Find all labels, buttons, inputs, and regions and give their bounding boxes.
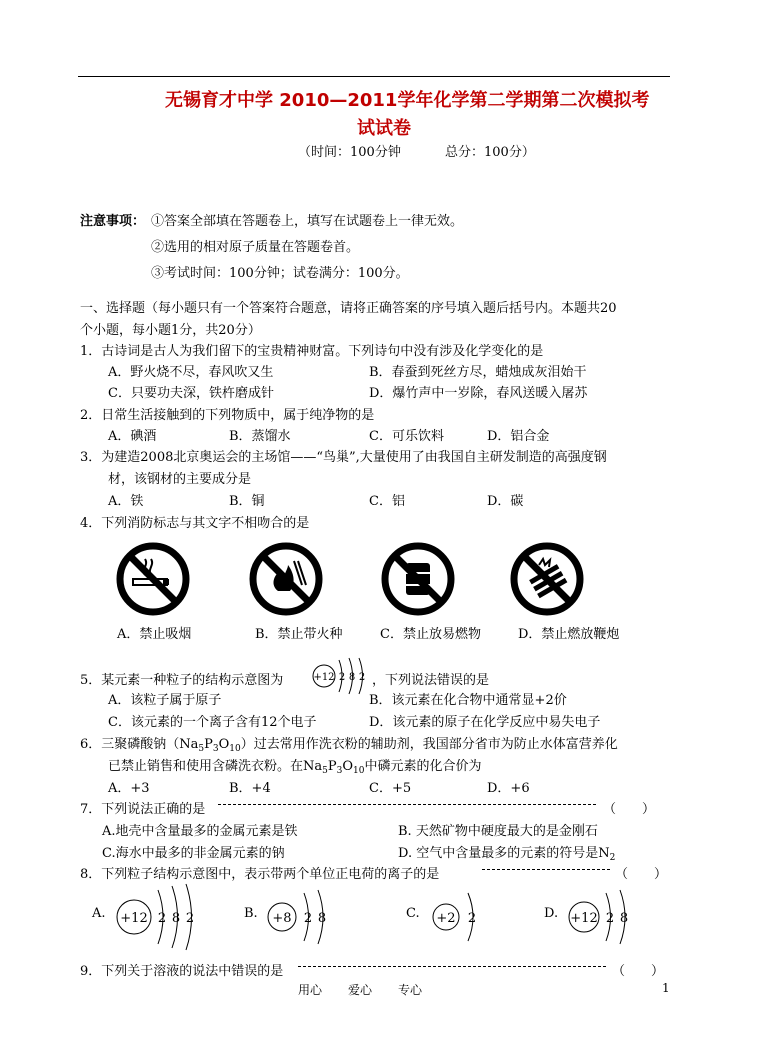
q1-option-c: C．只要功夫深，铁杵磨成针 bbox=[108, 386, 274, 401]
page-number: 1 bbox=[662, 981, 670, 995]
q3-option-b: B．铜 bbox=[229, 494, 265, 509]
no-flammables-sign-icon bbox=[380, 541, 456, 617]
q3-option-a: A．铁 bbox=[108, 494, 144, 509]
q5-option-b: B．该元素在化合物中通常显+2价 bbox=[369, 693, 567, 708]
notes-label: 注意事项： bbox=[80, 214, 146, 229]
q5-option-d: D．该元素的原子在化学反应中易失电子 bbox=[369, 715, 601, 730]
q5-nucleus: +12 bbox=[313, 672, 335, 683]
q6-stem-line1: 6．三聚磷酸钠$(Na_5P_3O_{10})$过去常用作洗衣粉的辅助剂，我国部分省市为防止水体富营养化 bbox=[80, 737, 618, 754]
q4-option-d: D．禁止燃放鞭炮 bbox=[518, 627, 620, 642]
no-fire-source-sign-icon bbox=[248, 541, 324, 617]
q6-option-c: C．+5 bbox=[369, 781, 412, 796]
q2-option-a: A．碘酒 bbox=[108, 429, 157, 444]
q5-shell-2: 8 bbox=[348, 672, 356, 683]
no-firecrackers-sign-icon bbox=[509, 541, 585, 617]
q5-stem-post: ，下列说法错误的是 bbox=[372, 673, 490, 688]
notes-item-3: ③考试时间：100分钟；试卷满分：100分。 bbox=[151, 266, 409, 281]
q8-d-shell-2: 8 bbox=[619, 911, 629, 926]
q7-option-a: A.地壳中含量最多的金属元素是铁 bbox=[102, 824, 298, 839]
q8-leader-line bbox=[482, 863, 610, 878]
section1-heading-line1: 一、选择题（每小题只有一个答案符合题意，请将正确答案的序号填入题后括号内。本题共20 bbox=[80, 301, 617, 316]
q8-option-b-label: B. bbox=[244, 906, 258, 921]
exam-title-line2: 试试卷 bbox=[357, 118, 411, 139]
q8-option-d-label: D. bbox=[544, 906, 559, 921]
q4-option-c: C．禁止放易燃物 bbox=[380, 627, 481, 642]
q2-option-d: D．铝合金 bbox=[487, 429, 550, 444]
q5-option-c: C．该元素的一个离子含有12个电子 bbox=[108, 715, 317, 730]
q8-option-b-diagram bbox=[262, 887, 334, 947]
q3-stem-line1: 3．为建造2008北京奥运会的主场馆——“鸟巢”,大量使用了由我国自主研发制造的高强度钢 bbox=[80, 450, 607, 465]
q6-option-d: D．+6 bbox=[487, 781, 530, 796]
q9-leader-line bbox=[298, 960, 606, 975]
notes-item-1: ①答案全部填在答题卷上，填写在试题卷上一律无效。 bbox=[151, 214, 464, 229]
q7-option-c: C.海水中最多的非金属元素的钠 bbox=[102, 846, 285, 861]
q8-c-nucleus: +2 bbox=[436, 911, 456, 926]
q8-d-shell-1: 2 bbox=[605, 911, 615, 926]
q3-stem-line2: 材，该钢材的主要成分是 bbox=[108, 472, 252, 487]
q8-option-d-diagram bbox=[564, 887, 640, 947]
q8-d-nucleus: +12 bbox=[570, 911, 598, 926]
q2-stem: 2．日常生活接触到的下列物质中，属于纯净物的是 bbox=[80, 408, 375, 423]
exam-total-score: 总分：100分） bbox=[445, 145, 535, 160]
q9-answer-bracket: （ ） bbox=[612, 964, 665, 979]
notes-item-2: ②选用的相对原子质量在答题卷首。 bbox=[151, 240, 360, 255]
q8-b-nucleus: +8 bbox=[272, 911, 292, 926]
q5-stem-pre: 5．某元素一种粒子的结构示意图为 bbox=[80, 673, 284, 688]
q3-option-d: D．碳 bbox=[487, 494, 524, 509]
q7-option-b: B. 天然矿物中硬度最大的是金刚石 bbox=[398, 824, 598, 839]
q8-answer-bracket: （ ） bbox=[615, 867, 668, 882]
q1-option-a: A．野火烧不尽，春风吹又生 bbox=[108, 365, 274, 380]
footer-slogan-2: 爱心 bbox=[348, 983, 373, 997]
q3-option-c: C．铝 bbox=[369, 494, 405, 509]
q8-a-shell-3: 2 bbox=[185, 911, 195, 926]
q5-option-a: A．该粒子属于原子 bbox=[108, 693, 222, 708]
q1-option-b: B．春蚕到死丝方尽，蜡烛成灰泪始干 bbox=[369, 365, 587, 380]
exam-time: （时间：100分钟 bbox=[298, 145, 401, 160]
q7-option-d: D. 空气中含量最多的元素的符号是$N_2$ bbox=[398, 846, 616, 863]
q1-stem: 1．古诗词是古人为我们留下的宝贵精神财富。下列诗句中没有涉及化学变化的是 bbox=[80, 344, 544, 359]
q6-stem-line2: 已禁止销售和使用含磷洗衣粉。在$Na_5P_3O_{10}$中磷元素的化合价为 bbox=[108, 759, 482, 776]
q5-atom-diagram bbox=[311, 656, 373, 696]
q4-stem: 4．下列消防标志与其文字不相吻合的是 bbox=[80, 516, 310, 531]
q5-shell-3: 2 bbox=[358, 672, 366, 683]
q2-option-b: B．蒸馏水 bbox=[229, 429, 291, 444]
q8-stem: 8．下列粒子结构示意图中，表示带两个单位正电荷的离子的是 bbox=[80, 867, 440, 882]
q4-option-a: A．禁止吸烟 bbox=[117, 627, 192, 642]
q4-option-b: B．禁止带火种 bbox=[255, 627, 343, 642]
q5-shell-1: 2 bbox=[338, 672, 346, 683]
q9-stem: 9．下列关于溶液的说法中错误的是 bbox=[80, 964, 284, 979]
q6-option-a: A．+3 bbox=[108, 781, 150, 796]
q8-option-a-label: A. bbox=[92, 906, 106, 921]
q2-option-c: C．可乐饮料 bbox=[369, 429, 444, 444]
q8-a-nucleus: +12 bbox=[120, 911, 148, 926]
q6-option-b: B．+4 bbox=[229, 781, 271, 796]
section1-heading-line2: 个小题，每小题1分，共20分） bbox=[80, 323, 261, 338]
q8-a-shell-2: 8 bbox=[171, 911, 181, 926]
footer-slogan-3: 专心 bbox=[398, 983, 423, 997]
q7-answer-bracket: （ ） bbox=[603, 802, 656, 817]
header-rule bbox=[78, 76, 670, 77]
q1-option-d: D．爆竹声中一岁除，春风送暖入屠苏 bbox=[369, 386, 588, 401]
q8-c-shell-1: 2 bbox=[467, 911, 477, 926]
q8-b-shell-2: 8 bbox=[317, 911, 327, 926]
q7-stem: 7．下列说法正确的是 bbox=[80, 802, 206, 817]
exam-title-line1: 无锡育才中学 2010—2011学年化学第二学期第二次模拟考 bbox=[165, 90, 650, 111]
q8-b-shell-1: 2 bbox=[303, 911, 313, 926]
q8-option-a-diagram bbox=[110, 882, 196, 952]
footer-slogan-1: 用心 bbox=[298, 983, 323, 997]
q8-option-c-diagram bbox=[428, 889, 486, 945]
q8-option-c-label: C. bbox=[406, 906, 420, 921]
q8-a-shell-1: 2 bbox=[157, 911, 167, 926]
no-smoking-sign-icon bbox=[115, 541, 191, 617]
q7-leader-line bbox=[218, 798, 596, 813]
